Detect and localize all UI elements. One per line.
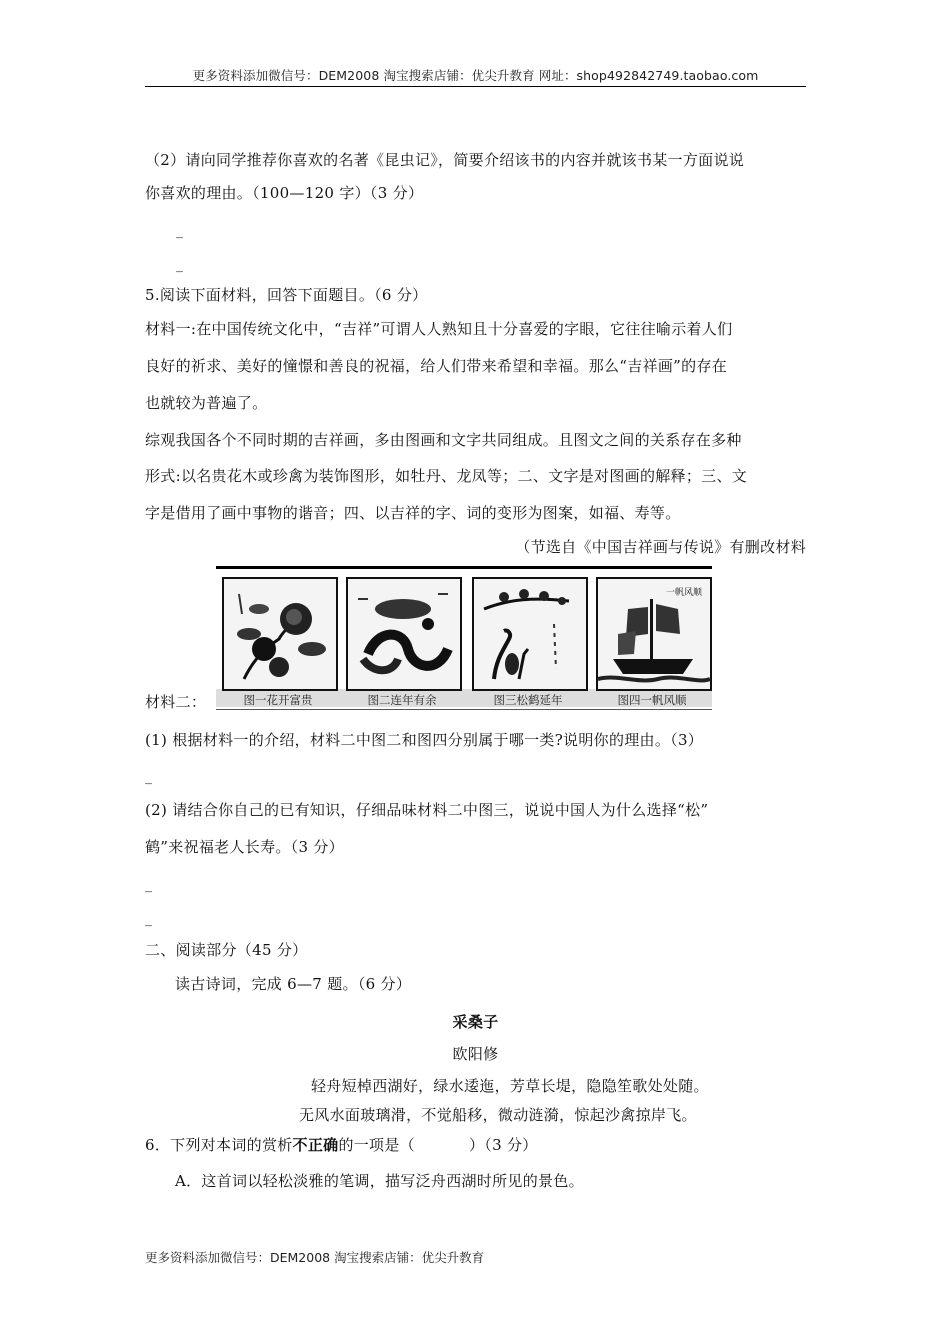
page-header: 更多资料添加微信号：DEM2008 淘宝搜索店铺：优尖升教育 网址：shop492842749.taobao.com [192, 68, 759, 83]
q4-2-line2: 你喜欢的理由。（100—120 字）（3 分） [145, 184, 424, 202]
q5-material1-line: 也就较为普遍了。 [145, 394, 268, 412]
q5-sub2-line1: (2) 请结合你自己的已有知识，仔细品味材料二中图三，说说中国人为什么选择“松” [145, 801, 709, 819]
picture-peony [222, 577, 338, 691]
q5-material1-line: 综观我国各个不同时期的吉祥画，多由图画和文字共同组成。且图文之间的关系存在多种 [145, 431, 742, 449]
caption-3: 图三松鹤延年 [493, 693, 563, 707]
q5-title: 5.阅读下面材料，回答下面题目。（6 分） [145, 286, 428, 304]
q4-2-line1: （2）请向同学推荐你喜欢的名著《昆虫记》，简要介绍该书的内容并就该书某一方面说说 [145, 151, 745, 169]
q5-material1-line: 良好的祈求、美好的憧憬和善良的祝福，给人们带来希望和幸福。那么“吉祥画”的存在 [145, 357, 728, 375]
answer-blank: _ [176, 223, 183, 239]
answer-blank: _ [145, 877, 152, 893]
answer-blank: _ [176, 257, 183, 273]
poem-author: 欧阳修 [452, 1045, 499, 1063]
poem-title: 采桑子 [452, 1013, 499, 1031]
pine-crane-illustration [474, 579, 586, 689]
q5-material1-line: 形式:以名贵花木或珍禽为装饰图形，如牡丹、龙凤等；二、文字是对图画的解释；三、文 [145, 467, 748, 485]
picture-pine-crane [472, 577, 588, 691]
part2-title: 二、阅读部分（45 分） [145, 941, 308, 959]
peony-illustration [224, 579, 336, 689]
auspicious-pictures [216, 566, 712, 710]
sailing-ship-illustration [598, 579, 710, 689]
picture-lotus-fish [346, 577, 462, 691]
part2-intro: 读古诗词，完成 6—7 题。（6 分） [175, 975, 412, 993]
q5-sub2-line2: 鹤”来祝福老人长寿。（3 分） [145, 838, 344, 856]
q5-material1-line: 材料一:在中国传统文化中，“吉祥”可谓人人熟知且十分喜爱的字眼，它往往喻示着人们 [145, 320, 733, 338]
q6-option-a: A．这首词以轻松淡雅的笔调，描写泛舟西湖时所见的景色。 [175, 1172, 584, 1190]
q6-suffix: 的一项是（ [338, 1136, 415, 1154]
q5-material2-label: 材料二： [145, 693, 207, 711]
q6-stem [145, 1135, 538, 1155]
poem-line: 轻舟短棹西湖好，绿水逶迤，芳草长堤，隐隐笙歌处处随。 [311, 1077, 709, 1095]
q5-source: （节选自《中国吉祥画与传说》有删改材料 [515, 538, 806, 556]
answer-blank: _ [145, 769, 152, 785]
q6-points: ）（3 分） [468, 1136, 538, 1154]
caption-1: 图一花开富贵 [243, 693, 313, 707]
q5-material1-line: 字是借用了画中事物的谐音；四、以吉祥的字、词的变形为图案，如福、寿等。 [145, 504, 681, 522]
poem-line: 无风水面玻璃滑，不觉船移，微动涟漪，惊起沙禽掠岸飞。 [299, 1106, 697, 1124]
q6-emphasis: 不正确 [292, 1136, 339, 1154]
caption-2: 图二连年有余 [367, 693, 437, 707]
lotus-fish-illustration [348, 579, 460, 689]
page-footer: 更多资料添加微信号：DEM2008 淘宝搜索店铺：优尖升教育 [145, 1250, 485, 1265]
q5-sub1: (1) 根据材料一的介绍，材料二中图二和图四分别属于哪一类?说明你的理由。（3） [145, 731, 704, 749]
q6-prefix: 6．下列对本词的赏析 [145, 1136, 293, 1154]
panel-inscription: 一帆风顺 [666, 588, 703, 598]
header-rule [145, 86, 806, 87]
answer-blank: _ [145, 911, 152, 927]
picture-sailing-ship [596, 577, 712, 691]
caption-4: 图四一帆风顺 [617, 693, 687, 707]
